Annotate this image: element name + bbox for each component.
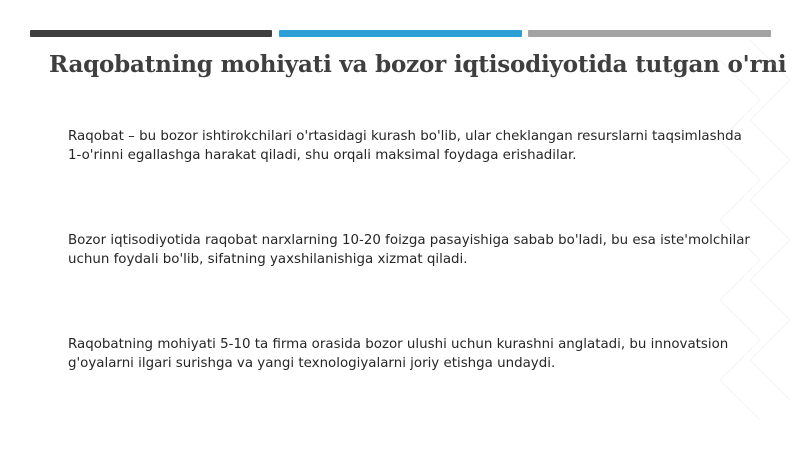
header-bar-blue [279, 30, 522, 37]
background-pattern-decoration [680, 0, 800, 449]
paragraph-1: Raqobat – bu bozor ishtirokchilari o'rtasidagi kurash bo'lib, ular cheklangan resurslarni taqsimlashda 1-o'rinni egallashga harakat qiladi, shu orqali maksimal foydaga erishadilar. [68, 129, 742, 163]
header-bar-dark [30, 30, 272, 37]
paragraph-2: Bozor iqtisodiyotida raqobat narxlarning 10-20 foizga pasayishiga sabab bo'ladi, bu esa iste'molchilar uchun foydali bo'lib, sifatning yaxshilanishiga xizmat qiladi. [68, 233, 750, 267]
slide-title: Raqobatning mohiyati va bozor iqtisodiyotida tutgan o'rni [49, 51, 787, 78]
paragraph-3: Raqobatning mohiyati 5-10 ta firma orasida bozor ulushi uchun kurashni anglatadi, bu innovatsion g'oyalarni ilgari surishga va yangi texnologiyalarni joriy etishga undaydi. [68, 337, 729, 371]
